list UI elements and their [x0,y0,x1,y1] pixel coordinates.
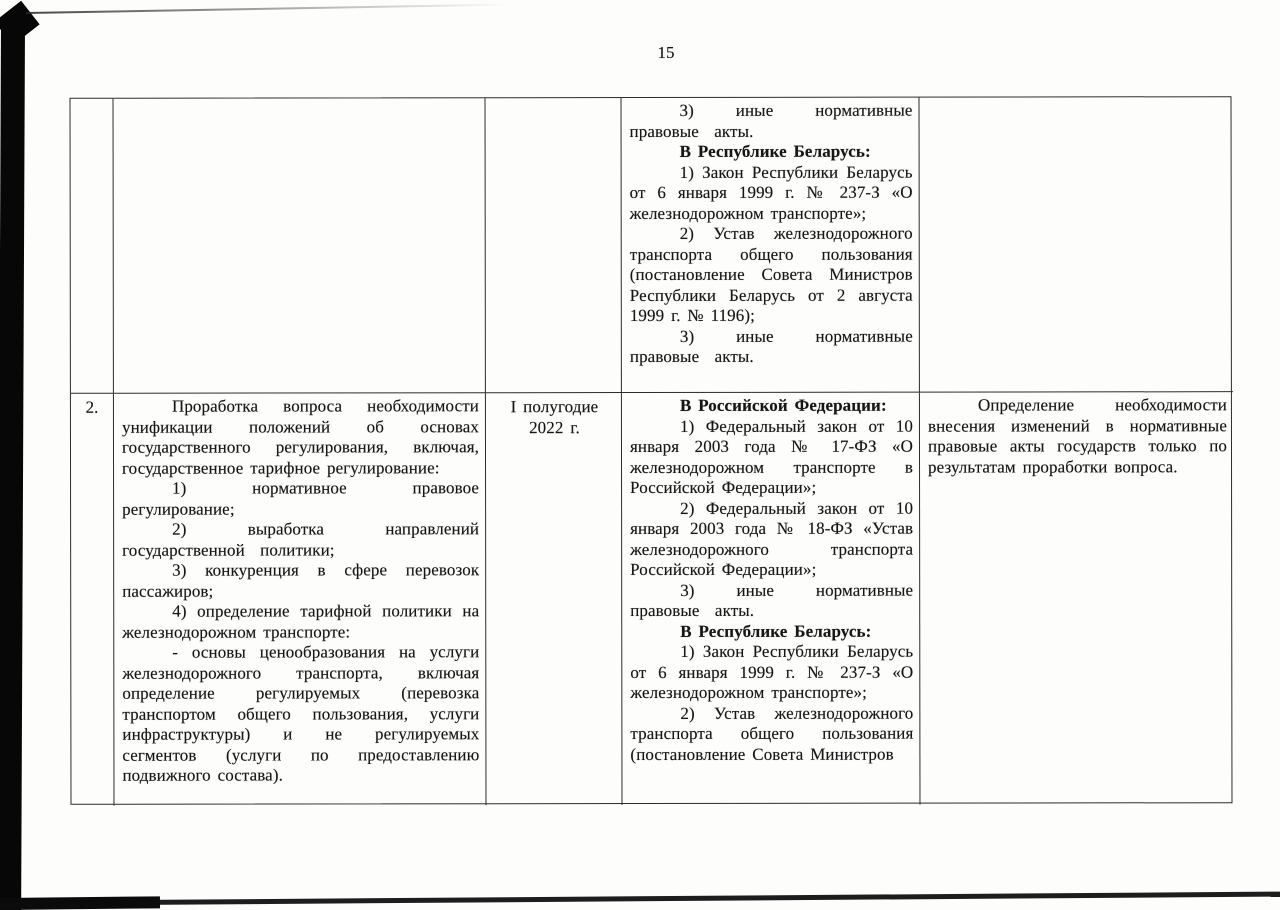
paragraph: Определение необходимости внесения изменений в нормативные правовые акты государств только по результатам проработки вопроса. [927,395,1228,477]
cell-note [920,392,1234,804]
scan-artifact-bottom-left-corner [0,896,160,910]
paragraph: 1) нормативное правовое регулирование; [122,478,480,519]
cell-period [486,393,623,805]
paragraph: 1) Закон Республики Беларусь от 6 января 1999 г. № 237-З «О железнодорожном транспорте»; [629,162,913,223]
paragraph: В Республике Беларусь: [679,141,871,161]
paragraph: 2) Федеральный закон от 10 января 2003 года № 18-ФЗ «Устав железнодорожного транспорта Российской Федерации»; [630,498,914,580]
paragraph: В Российской Федерации: [679,395,887,415]
scan-artifact-bottom-edge [0,891,1280,906]
paragraph: 2) Устав железнодорожного транспорта общего пользования (постановление Совета Министров Республики Беларусь от 2 августа 1999 г. № 1196); [629,223,913,326]
paragraph: 2022 г. [529,417,580,437]
cell-period [486,98,622,393]
paragraph: 1) Федеральный закон от 10 января 2003 года № 17-ФЗ «О железнодорожном транспорте в Российской Федерации»; [629,416,914,498]
scan-artifact-left-bar [0,24,25,910]
paragraph: 3) иные нормативные правовые акты. [630,580,914,621]
paragraph: 1) Закон Республики Беларусь от 6 января 1999 г. № 237-З «О железнодорожном транспорте»; [630,641,914,703]
cell-activity [114,98,486,394]
cell-row-number [71,99,114,394]
paragraph: - основы ценообразования на услуги железнодорожного транспорта, включая определение регулируемых (перевозка транспортом общего пользования, услуги инфраструктуры) и не регулируемых сегментов (услуги по предоставлению подвижного состава). [122,642,480,785]
cell-note [920,97,1233,392]
cell-legal-basis [622,393,921,805]
paragraph: 3) иные нормативные правовые акты. [629,326,913,367]
cell-activity [114,393,487,806]
paragraph: 2) Устав железнодорожного транспорта общего пользования (постановление Совета Министров [630,703,914,764]
cell-legal-basis [622,98,920,393]
paragraph: 4) определение тарифной политики на железнодорожном транспорте: [122,601,480,642]
cell-row-number: 2. [71,394,115,806]
paragraph: 2) выработка направлений государственной политики; [122,519,480,560]
paragraph: I полугодие [510,397,599,417]
paragraph: Проработка вопроса необходимости унификации положений об основах государственного регулирования, включая, государственное тарифное регулирование: [121,396,480,478]
paragraph: В Республике Беларусь: [680,621,872,641]
plan-table [70,96,1233,805]
page-number: 15 [657,43,675,62]
paragraph: 3) конкуренция в сфере перевозок пассажиров; [122,560,480,601]
scan-artifact-top-edge [26,4,506,14]
paragraph: 3) иные нормативные правовые акты. [629,100,913,141]
